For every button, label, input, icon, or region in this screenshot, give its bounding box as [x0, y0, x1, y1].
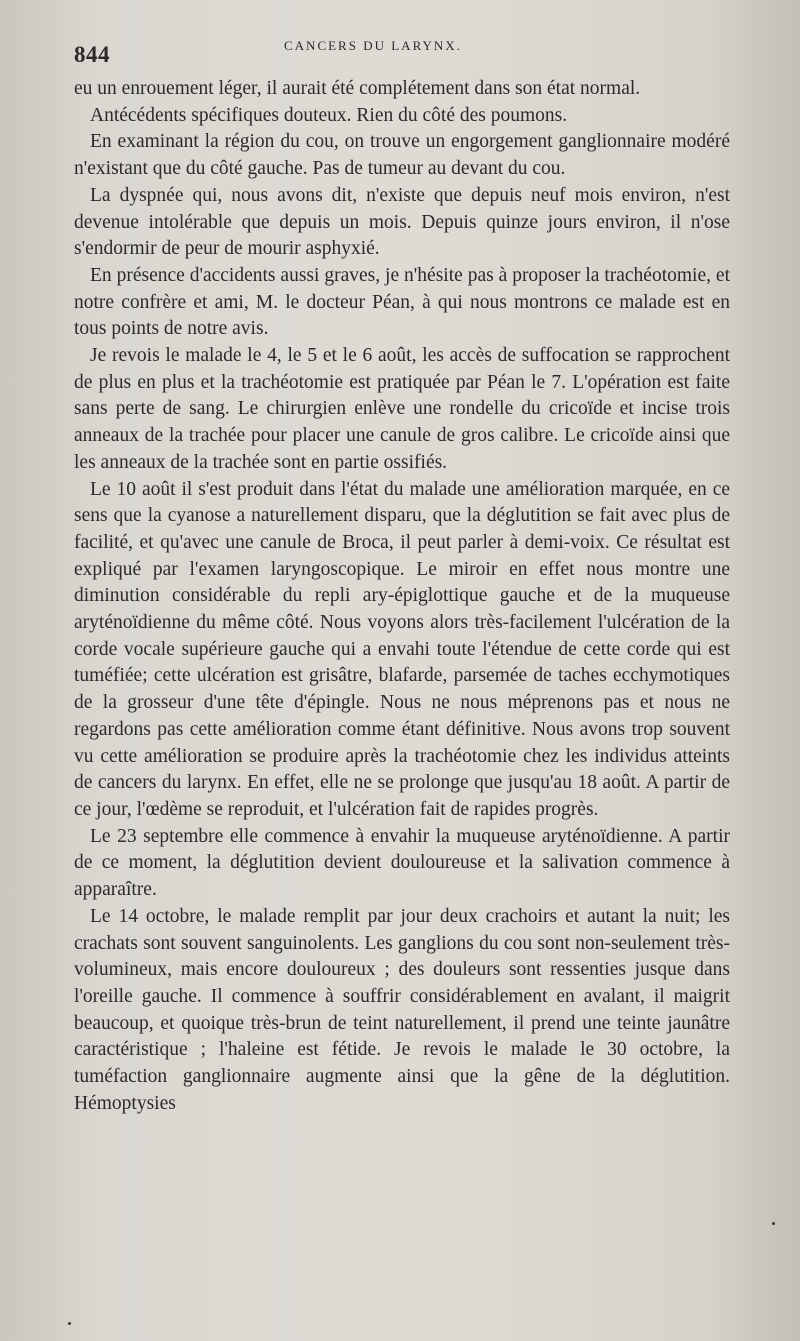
paragraph: Je revois le malade le 4, le 5 et le 6 août, les accès de suffocation se rapprochent de plus en plus et la trachéotomie est pratiquée par Péan le 7. L'opération est faite sans perte de sang. Le chirurgien enlève une rondelle du cricoïde et incise trois anneaux de la trachée pour placer une canule de gros calibre. Le cricoïde ainsi que les anneaux de la trachée sont en partie ossifiés. — [74, 345, 730, 473]
paragraph: La dyspnée qui, nous avons dit, n'existe que depuis neuf mois environ, n'est devenue intolérable que depuis un mois. Depuis quinze jours environ, il n'ose s'endormir de peur de mourir asphyxié. — [74, 184, 730, 260]
paper-speck — [772, 1222, 775, 1225]
paragraph: En examinant la région du cou, on trouve un engorgement ganglionnaire modéré n'existant que du côté gauche. Pas de tumeur au devant du cou. — [74, 131, 730, 180]
paragraph: eu un enrouement léger, il aurait été complétement dans son état normal. — [74, 78, 641, 99]
paragraph: Le 14 octobre, le malade remplit par jour deux crachoirs et autant la nuit; les crachats sont souvent sanguinolents. Les ganglions du cou sont non-seulement très-volumineux, mais encore douloureux ; des douleurs sont ressenties jusque dans l'oreille gauche. Il commence à souffrir considérablement en avalant, il maigrit beaucoup, et quoique très-brun de teint naturellement, il prend une teinte jaunâtre caractéristique ; l'haleine est fétide. Je revois le malade le 30 octobre, la tuméfaction ganglionnaire augmente ainsi que la gêne de la déglutition. Hémoptysies — [74, 905, 730, 1114]
page-header — [74, 38, 734, 68]
page-number: 844 — [74, 42, 110, 67]
body-text — [74, 76, 730, 1117]
paragraph: Le 23 septembre elle commence à envahir la muqueuse aryténoïdienne. A partir de ce moment, la déglutition devient douloureuse et la salivation commence à apparaître. — [74, 825, 730, 901]
paragraph: En présence d'accidents aussi graves, je n'hésite pas à proposer la trachéotomie, et notre confrère et ami, M. le docteur Péan, à qui nous montrons ce malade est en tous points de notre avis. — [74, 264, 730, 340]
paragraph: Antécédents spécifiques douteux. Rien du côté des poumons. — [90, 104, 568, 126]
running-title: CANCERS DU LARYNX. — [284, 38, 462, 53]
paragraph: Le 10 août il s'est produit dans l'état du malade une amélioration marquée, en ce sens que la cyanose a naturellement disparu, que la déglutition se fait avec plus de facilité, et qu'avec une canule de Broca, il peut parler à demi-voix. Ce résultat est expliqué par l'examen laryngoscopique. Le miroir en effet nous montre une diminution considérable du repli ary-épiglottique gauche et de la muqueuse aryténoïdienne du même côté. Nous voyons alors très-facilement l'ulcération de la corde vocale supérieure gauche qui a envahi toute l'étendue de cette corde qui est tuméfiée; cette ulcération est grisâtre, blafarde, parsemée de taches ecchymotiques de la grosseur d'une tête d'épingle. Nous ne nous méprenons pas et nous ne regardons pas cette amélioration comme étant définitive. Nous avons trop souvent vu cette amélioration se produire après la trachéotomie chez les individus atteints de cancers du larynx. En effet, elle ne se prolonge que jusqu'au 18 août. A partir de ce jour, l'œdème se reproduit, et l'ulcération fait de rapides progrès. — [74, 478, 730, 820]
paper-speck — [68, 1322, 71, 1325]
